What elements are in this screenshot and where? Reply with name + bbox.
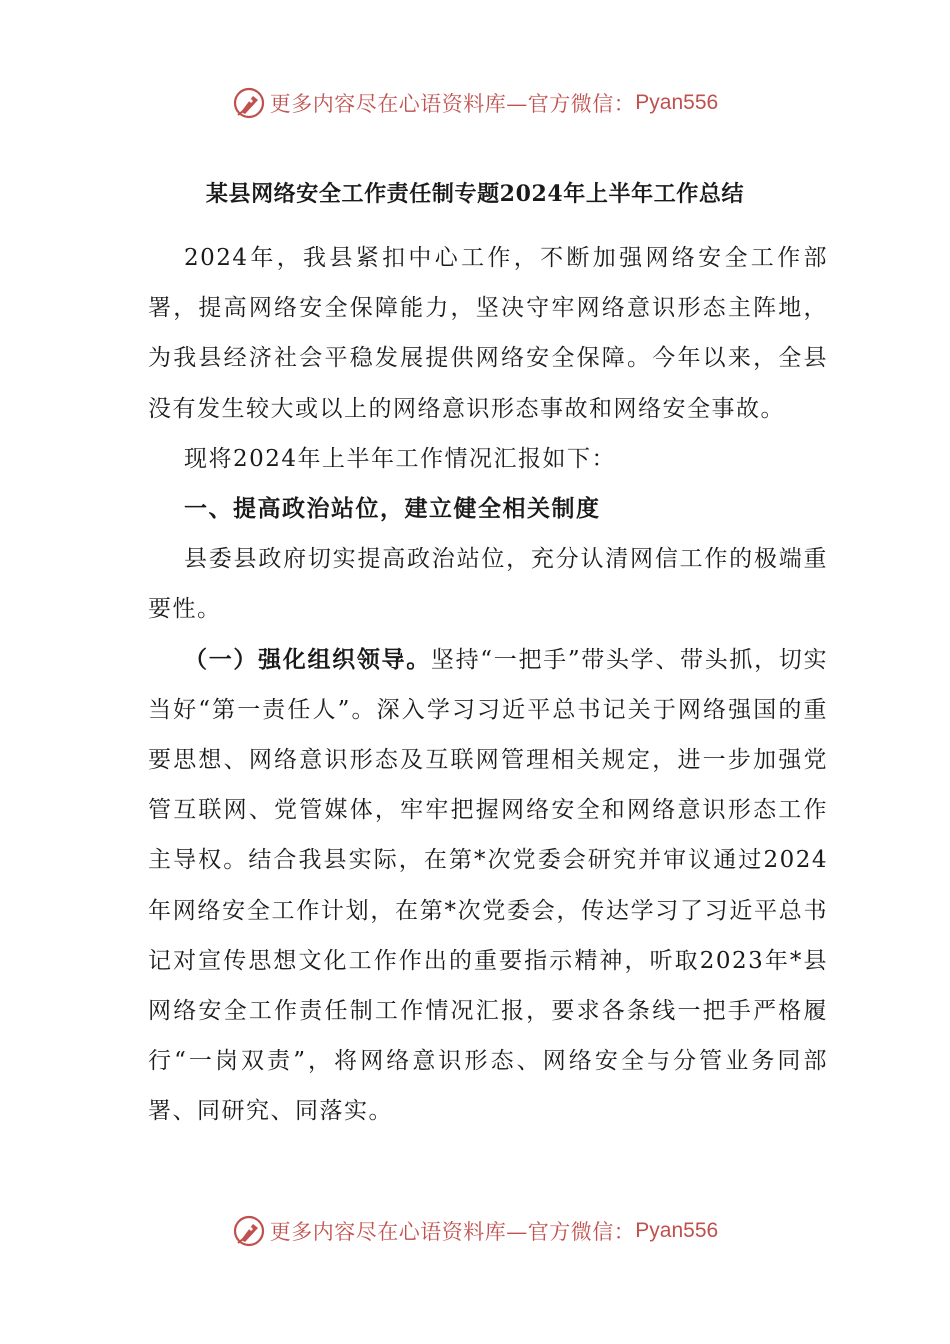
section-heading-1: 一、提高政治站位，建立健全相关制度 bbox=[184, 495, 601, 523]
watermark-wechat-id: Pyan556 bbox=[635, 91, 719, 114]
document-title: 某县网络安全工作责任制专题2024年上半年工作总结 bbox=[205, 181, 745, 207]
watermark-wechat-id: Pyan556 bbox=[635, 1219, 719, 1242]
subheading-organization: （一）强化组织领导。 bbox=[184, 645, 431, 673]
watermark-header bbox=[0, 83, 950, 123]
watermark-text: 更多内容尽在心语资料库—官方微信： bbox=[269, 1220, 636, 1244]
document-body bbox=[148, 233, 828, 1137]
pen-nib-logo-icon bbox=[232, 86, 266, 120]
watermark-text: 更多内容尽在心语资料库—官方微信： bbox=[269, 92, 636, 116]
paragraph-report-lead: 现将2024年上半年工作情况汇报如下： bbox=[184, 445, 617, 472]
paragraph-section-1: 县委县政府切实提高政治站位，充分认清网信工作的极端重要性。 bbox=[148, 546, 828, 623]
pen-nib-logo-icon bbox=[232, 1214, 266, 1248]
paragraph-organization bbox=[148, 635, 828, 1137]
paragraph-organization-body: 坚持“一把手”带头学、带头抓，切实当好“第一责任人”。深入学习习近平总书记关于网络强国的重要思想、网络意识形态及互联网管理相关规定，进一步加强党管互联网、党管媒体，牢牢把握网络安全和网络意识形态工作主导权。结合我县实际，在第*次党委会研究并审议通过2024年网络安全工作计划，在第*次党委会，传达学习了习近平总书记对宣传思想文化工作作出的重要指示精神，听取2023年*县网络安全工作责任制工作情况汇报，要求各条线一把手严格履行“一岗双责”，将网络意识形态、网络安全与分管业务同部署、同研究、同落实。 bbox=[148, 646, 828, 1125]
watermark-footer bbox=[0, 1211, 950, 1251]
paragraph-intro: 2024年，我县紧扣中心工作，不断加强网络安全工作部署，提高网络安全保障能力，坚决守牢网络意识形态主阵地，为我县经济社会平稳发展提供网络安全保障。今年以来，全县没有发生较大或以上的网络意识形态事故和网络安全事故。 bbox=[148, 245, 828, 422]
